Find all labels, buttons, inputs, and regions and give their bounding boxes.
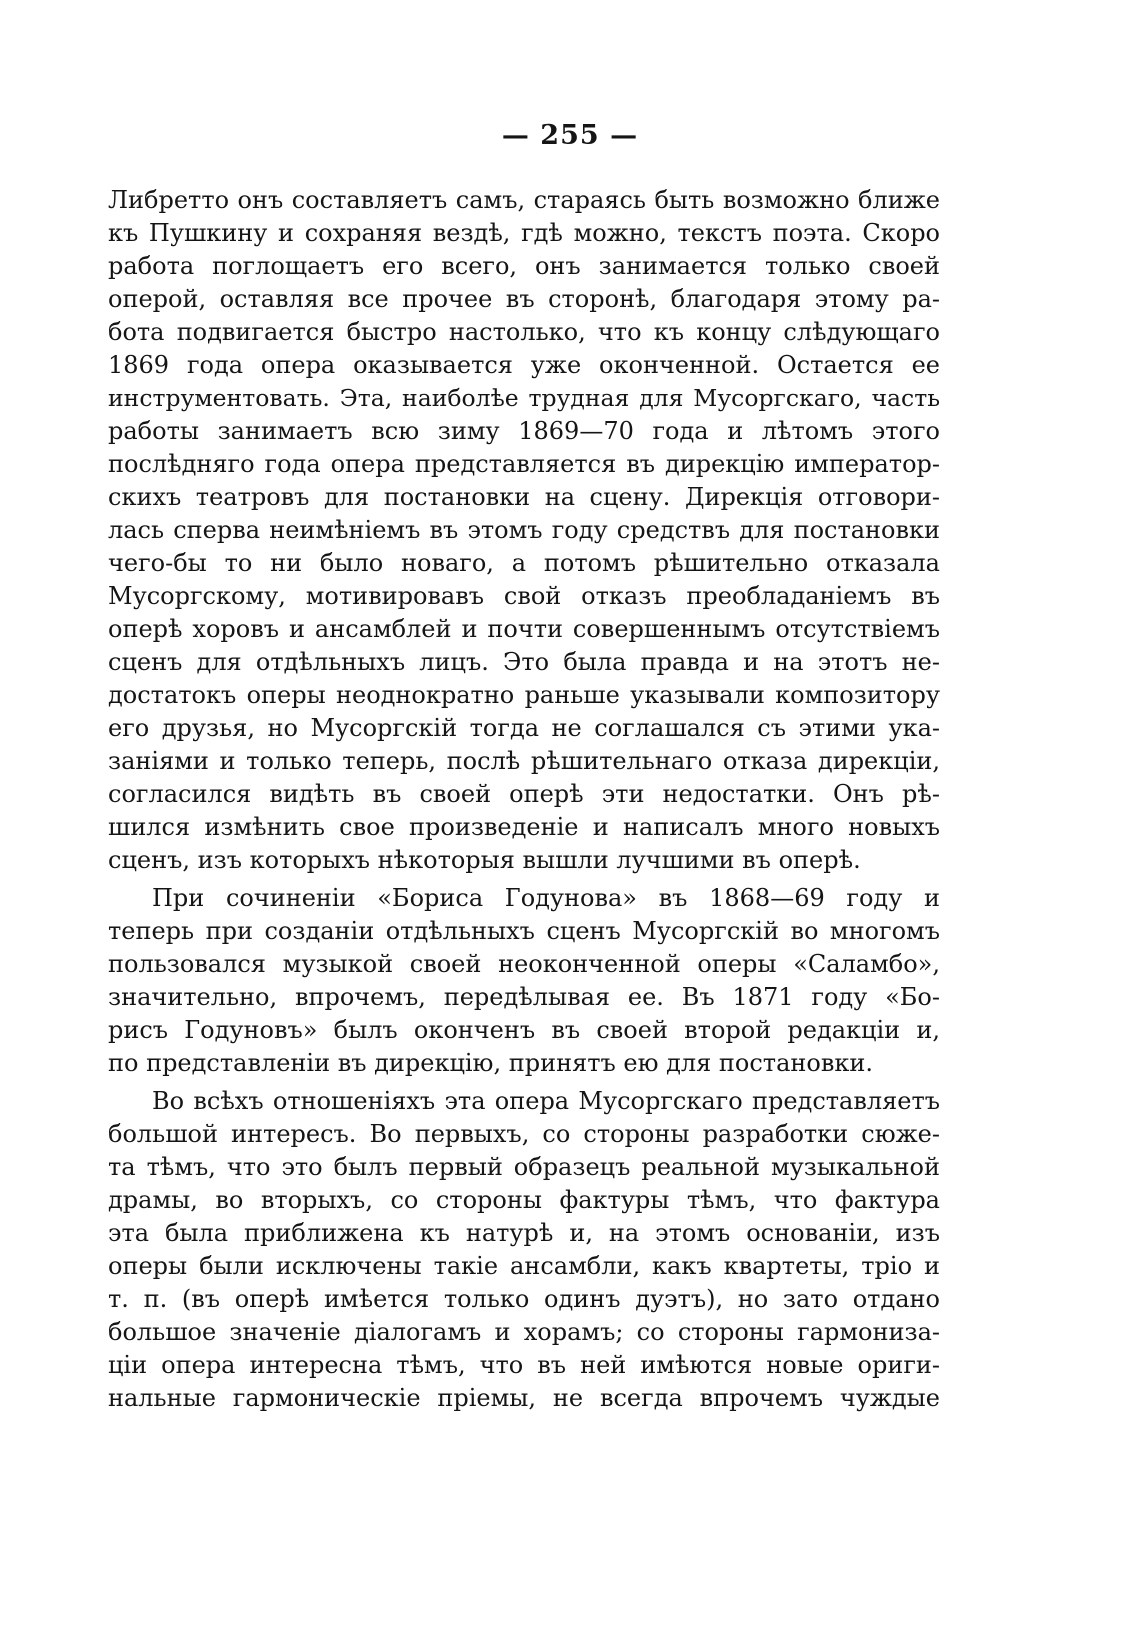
text-line: послѣдняго года опера представляется въ дирекцію император- bbox=[108, 450, 940, 478]
text-line: значительно, впрочемъ, передѣлывая ее. Въ 1871 году «Бо- bbox=[108, 983, 940, 1011]
paragraph-1 bbox=[108, 184, 940, 877]
text-line: работа поглощаетъ его всего, онъ занимается только своей bbox=[108, 252, 940, 280]
text-line: согласился видѣть въ своей оперѣ эти недостатки. Онъ рѣ- bbox=[108, 780, 940, 808]
text-line: лась сперва неимѣніемъ въ этомъ году средствъ для постановки bbox=[108, 516, 940, 544]
text-line: та тѣмъ, что это былъ первый образецъ реальной музыкальной bbox=[108, 1153, 940, 1181]
text-line: оперой, оставляя все прочее въ сторонѣ, благодаря этому ра- bbox=[108, 285, 940, 313]
text-line: заніями и только теперь, послѣ рѣшительнаго отказа дирекціи, bbox=[108, 747, 940, 775]
text-line: Мусоргскому, мотивировавъ свой отказъ преобладаніемъ въ bbox=[108, 582, 940, 610]
text-line: бота подвигается быстро настолько, что къ концу слѣдующаго bbox=[108, 318, 940, 346]
text-line: инструментовать. Эта, наиболѣе трудная для Мусоргскаго, часть bbox=[108, 384, 940, 412]
text-line: т. п. (въ оперѣ имѣется только одинъ дуэтъ), но зато отдано bbox=[108, 1285, 940, 1313]
body-text bbox=[108, 184, 940, 1420]
text-line: къ Пушкину и сохраняя вездѣ, гдѣ можно, текстъ поэта. Скоро bbox=[108, 219, 940, 247]
text-line: драмы, во вторыхъ, со стороны фактуры тѣмъ, что фактура bbox=[108, 1186, 940, 1214]
text-line: шился измѣнить свое произведеніе и написалъ много новыхъ bbox=[108, 813, 940, 841]
text-line: эта была приближена къ натурѣ и, на этомъ основаніи, изъ bbox=[108, 1219, 940, 1247]
text-line: нальные гармоническіе пріемы, не всегда впрочемъ чуждые bbox=[108, 1384, 940, 1412]
text-line: теперь при созданіи отдѣльныхъ сценъ Мусоргскій во многомъ bbox=[108, 917, 940, 945]
text-line: работы занимаетъ всю зиму 1869—70 года и лѣтомъ этого bbox=[108, 417, 940, 445]
page-number: — 255 — bbox=[501, 120, 639, 151]
text-line: При сочиненіи «Бориса Годунова» въ 1868—69 году и bbox=[152, 884, 940, 912]
text-line: Либретто онъ составляетъ самъ, стараясь быть возможно ближе bbox=[108, 186, 940, 214]
text-line: 1869 года опера оказывается уже оконченной. Остается ее bbox=[108, 351, 940, 379]
text-line: достатокъ оперы неоднократно раньше указывали композитору bbox=[108, 681, 940, 709]
text-line: большое значеніе діалогамъ и хорамъ; со стороны гармониза- bbox=[108, 1318, 940, 1346]
paragraph-3 bbox=[108, 1085, 940, 1415]
text-line: Во всѣхъ отношеніяхъ эта опера Мусоргскаго представляетъ bbox=[152, 1087, 940, 1115]
paragraph-2 bbox=[108, 882, 940, 1080]
text-line: оперѣ хоровъ и ансамблей и почти совершеннымъ отсутствіемъ bbox=[108, 615, 940, 643]
text-line: сценъ, изъ которыхъ нѣкоторыя вышли лучшими въ оперѣ. bbox=[108, 846, 861, 874]
text-line: по представленіи въ дирекцію, принятъ ею для постановки. bbox=[108, 1049, 873, 1077]
text-line: ціи опера интересна тѣмъ, что въ ней имѣются новые ориги- bbox=[108, 1351, 940, 1379]
text-line: большой интересъ. Во первыхъ, со стороны разработки сюже- bbox=[108, 1120, 940, 1148]
text-line: пользовался музыкой своей неоконченной оперы «Саламбо», bbox=[108, 950, 940, 978]
text-line: оперы были исключены такіе ансамбли, какъ квартеты, тріо и bbox=[108, 1252, 940, 1280]
text-line: его друзья, но Мусоргскій тогда не соглашался съ этими ука- bbox=[108, 714, 940, 742]
text-line: чего-бы то ни было новаго, а потомъ рѣшительно отказала bbox=[108, 549, 940, 577]
text-line: рисъ Годуновъ» былъ оконченъ въ своей второй редакціи и, bbox=[108, 1016, 940, 1044]
text-line: скихъ театровъ для постановки на сцену. Дирекція отговори- bbox=[108, 483, 940, 511]
text-line: сценъ для отдѣльныхъ лицъ. Это была правда и на этотъ не- bbox=[108, 648, 940, 676]
